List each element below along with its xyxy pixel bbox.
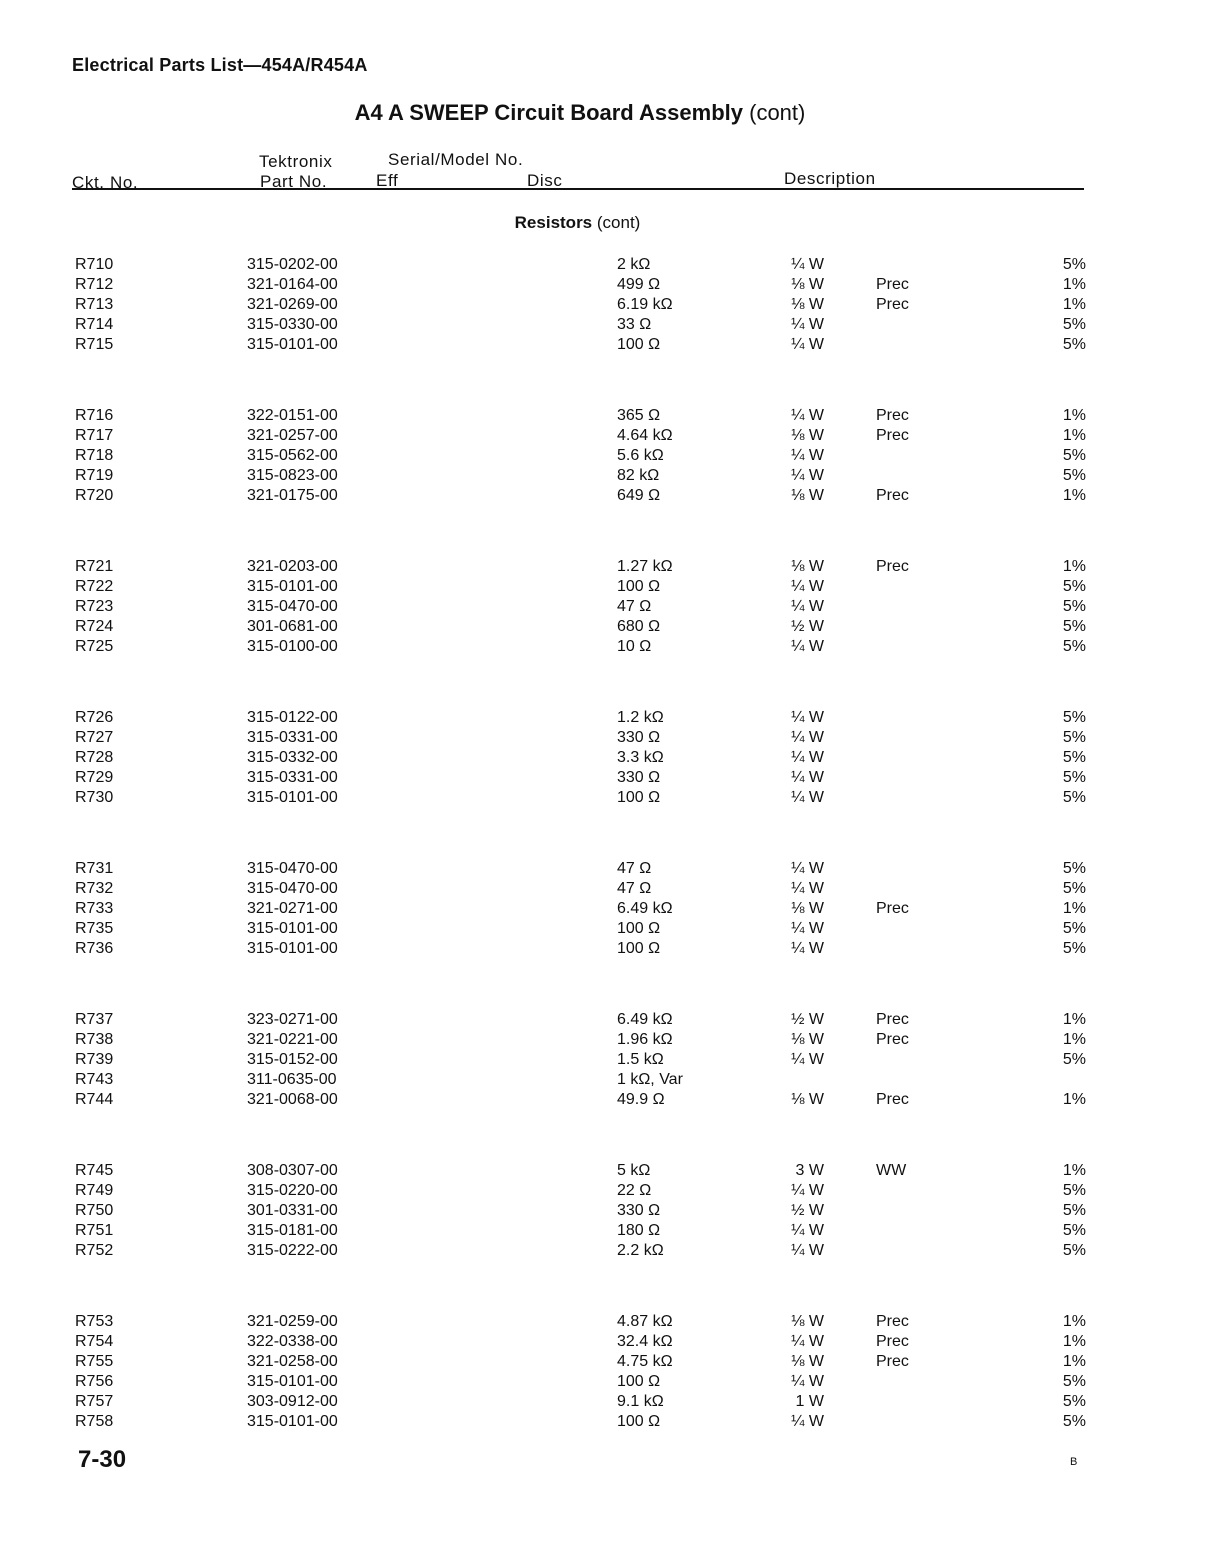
tolerance-cell: 1% xyxy=(1062,1162,1086,1179)
wattage-cell: ¼ W xyxy=(791,789,824,806)
part-no-cell: 315-0101-00 xyxy=(247,1373,338,1390)
wattage-cell: ⅛ W xyxy=(791,558,824,575)
table-row xyxy=(0,1162,1220,1182)
tolerance-cell: 5% xyxy=(1062,920,1086,937)
tolerance-cell: 5% xyxy=(1062,598,1086,615)
value-cell: 47 Ω xyxy=(617,880,652,897)
part-no-cell: 315-0101-00 xyxy=(247,940,338,957)
ckt-no-cell: R713 xyxy=(75,296,114,313)
wattage-cell: ¼ W xyxy=(791,1333,824,1350)
edition-mark: B xyxy=(1070,1456,1078,1468)
value-cell: 5.6 kΩ xyxy=(617,447,664,464)
wattage-cell: ¼ W xyxy=(791,467,824,484)
ckt-no-cell: R744 xyxy=(75,1091,114,1108)
value-cell: 499 Ω xyxy=(617,276,661,293)
ckt-no-cell: R729 xyxy=(75,769,114,786)
ckt-no-cell: R754 xyxy=(75,1333,114,1350)
value-cell: 2 kΩ xyxy=(617,256,651,273)
table-row xyxy=(0,880,1220,900)
ckt-no-cell: R730 xyxy=(75,789,114,806)
tolerance-cell: 1% xyxy=(1062,296,1086,313)
value-cell: 82 kΩ xyxy=(617,467,660,484)
tolerance-cell: 1% xyxy=(1062,427,1086,444)
value-cell: 100 Ω xyxy=(617,1413,661,1430)
value-cell: 330 Ω xyxy=(617,729,661,746)
tolerance-cell: 5% xyxy=(1062,729,1086,746)
section-title-main: A4 A SWEEP Circuit Board Assembly xyxy=(354,100,743,125)
type-cell: Prec xyxy=(876,1333,909,1350)
part-no-cell: 315-0222-00 xyxy=(247,1242,338,1259)
part-no-cell: 321-0269-00 xyxy=(247,296,338,313)
wattage-cell: 1 W xyxy=(795,1393,824,1410)
value-cell: 22 Ω xyxy=(617,1182,652,1199)
running-head: Electrical Parts List—454A/R454A xyxy=(72,55,368,75)
tolerance-cell: 5% xyxy=(1062,1242,1086,1259)
table-row xyxy=(0,1242,1220,1262)
wattage-cell: ¼ W xyxy=(791,1373,824,1390)
col-disc: Disc xyxy=(527,171,563,190)
tolerance-cell: 1% xyxy=(1062,1353,1086,1370)
tolerance-cell: 1% xyxy=(1062,407,1086,424)
wattage-cell: ¼ W xyxy=(791,1182,824,1199)
value-cell: 47 Ω xyxy=(617,598,652,615)
ckt-no-cell: R722 xyxy=(75,578,114,595)
value-cell: 4.75 kΩ xyxy=(617,1353,673,1370)
wattage-cell: ¼ W xyxy=(791,578,824,595)
value-cell: 10 Ω xyxy=(617,638,652,655)
wattage-cell: ½ W xyxy=(791,1011,824,1028)
ckt-no-cell: R728 xyxy=(75,749,114,766)
type-cell: Prec xyxy=(876,276,909,293)
value-cell: 5 kΩ xyxy=(617,1162,651,1179)
value-cell: 100 Ω xyxy=(617,789,661,806)
wattage-cell: ¼ W xyxy=(791,860,824,877)
tolerance-cell: 1% xyxy=(1062,1011,1086,1028)
tolerance-cell: 5% xyxy=(1062,467,1086,484)
table-row xyxy=(0,336,1220,356)
value-cell: 649 Ω xyxy=(617,487,661,504)
tolerance-cell: 5% xyxy=(1062,1413,1086,1430)
part-no-cell: 321-0221-00 xyxy=(247,1031,338,1048)
value-cell: 3.3 kΩ xyxy=(617,749,664,766)
part-no-cell: 321-0257-00 xyxy=(247,427,338,444)
tolerance-cell: 5% xyxy=(1062,1222,1086,1239)
value-cell: 49.9 Ω xyxy=(617,1091,665,1108)
tolerance-cell: 1% xyxy=(1062,487,1086,504)
table-row xyxy=(0,1353,1220,1373)
wattage-cell: ¼ W xyxy=(791,598,824,615)
wattage-cell: ⅛ W xyxy=(791,1313,824,1330)
part-no-cell: 315-0181-00 xyxy=(247,1222,338,1239)
value-cell: 1.96 kΩ xyxy=(617,1031,673,1048)
value-cell: 100 Ω xyxy=(617,578,661,595)
table-row xyxy=(0,296,1220,316)
part-no-cell: 321-0259-00 xyxy=(247,1313,338,1330)
wattage-cell: ⅛ W xyxy=(791,1353,824,1370)
value-cell: 1.5 kΩ xyxy=(617,1051,664,1068)
table-row xyxy=(0,487,1220,507)
table-row xyxy=(0,709,1220,729)
section-title-suffix: (cont) xyxy=(749,100,806,125)
wattage-cell: ¼ W xyxy=(791,749,824,766)
tolerance-cell: 5% xyxy=(1062,618,1086,635)
table-row xyxy=(0,1011,1220,1031)
wattage-cell: ½ W xyxy=(791,618,824,635)
table-row xyxy=(0,1393,1220,1413)
value-cell: 1.27 kΩ xyxy=(617,558,673,575)
value-cell: 680 Ω xyxy=(617,618,661,635)
parts-group xyxy=(0,1162,1220,1262)
table-row xyxy=(0,1071,1220,1091)
ckt-no-cell: R757 xyxy=(75,1393,114,1410)
table-row xyxy=(0,920,1220,940)
tolerance-cell: 1% xyxy=(1062,1031,1086,1048)
ckt-no-cell: R739 xyxy=(75,1051,114,1068)
table-row xyxy=(0,638,1220,658)
part-no-cell: 315-0101-00 xyxy=(247,1413,338,1430)
table-row xyxy=(0,467,1220,487)
ckt-no-cell: R726 xyxy=(75,709,114,726)
part-no-cell: 315-0823-00 xyxy=(247,467,338,484)
col-eff: Eff xyxy=(376,171,399,190)
part-no-cell: 322-0151-00 xyxy=(247,407,338,424)
tolerance-cell: 1% xyxy=(1062,558,1086,575)
part-no-cell: 321-0258-00 xyxy=(247,1353,338,1370)
wattage-cell: ¼ W xyxy=(791,1222,824,1239)
wattage-cell: ⅛ W xyxy=(791,1091,824,1108)
subheading-main: Resistors xyxy=(514,213,593,232)
ckt-no-cell: R714 xyxy=(75,316,114,333)
table-row xyxy=(0,789,1220,809)
table-row xyxy=(0,1202,1220,1222)
wattage-cell: ⅛ W xyxy=(791,487,824,504)
wattage-cell: ¼ W xyxy=(791,940,824,957)
ckt-no-cell: R735 xyxy=(75,920,114,937)
wattage-cell: ¼ W xyxy=(791,256,824,273)
part-no-cell: 315-0202-00 xyxy=(247,256,338,273)
wattage-cell: ¼ W xyxy=(791,316,824,333)
ckt-no-cell: R738 xyxy=(75,1031,114,1048)
subheading xyxy=(0,213,1155,233)
part-no-cell: 321-0271-00 xyxy=(247,900,338,917)
ckt-no-cell: R743 xyxy=(75,1071,114,1088)
ckt-no-cell: R736 xyxy=(75,940,114,957)
part-no-cell: 315-0332-00 xyxy=(247,749,338,766)
ckt-no-cell: R751 xyxy=(75,1222,114,1239)
value-cell: 33 Ω xyxy=(617,316,652,333)
value-cell: 47 Ω xyxy=(617,860,652,877)
type-cell: Prec xyxy=(876,407,909,424)
table-row xyxy=(0,447,1220,467)
ckt-no-cell: R719 xyxy=(75,467,114,484)
tolerance-cell: 5% xyxy=(1062,638,1086,655)
table-row xyxy=(0,618,1220,638)
part-no-cell: 315-0220-00 xyxy=(247,1182,338,1199)
part-no-cell: 315-0562-00 xyxy=(247,447,338,464)
table-row xyxy=(0,1031,1220,1051)
tolerance-cell: 5% xyxy=(1062,749,1086,766)
table-row xyxy=(0,1373,1220,1393)
part-no-cell: 315-0122-00 xyxy=(247,709,338,726)
type-cell: Prec xyxy=(876,900,909,917)
ckt-no-cell: R721 xyxy=(75,558,114,575)
parts-group xyxy=(0,558,1220,658)
part-no-cell: 321-0203-00 xyxy=(247,558,338,575)
type-cell: Prec xyxy=(876,1313,909,1330)
value-cell: 6.49 kΩ xyxy=(617,1011,673,1028)
table-row xyxy=(0,427,1220,447)
tolerance-cell: 5% xyxy=(1062,709,1086,726)
parts-group xyxy=(0,1313,1220,1433)
wattage-cell: ⅛ W xyxy=(791,1031,824,1048)
wattage-cell: ¼ W xyxy=(791,407,824,424)
part-no-cell: 315-0470-00 xyxy=(247,880,338,897)
tolerance-cell: 5% xyxy=(1062,1393,1086,1410)
ckt-no-cell: R727 xyxy=(75,729,114,746)
part-no-cell: 315-0152-00 xyxy=(247,1051,338,1068)
table-row xyxy=(0,407,1220,427)
ckt-no-cell: R756 xyxy=(75,1373,114,1390)
tolerance-cell: 5% xyxy=(1062,940,1086,957)
tolerance-cell: 5% xyxy=(1062,1051,1086,1068)
type-cell: Prec xyxy=(876,1091,909,1108)
value-cell: 4.87 kΩ xyxy=(617,1313,673,1330)
tolerance-cell: 5% xyxy=(1062,1373,1086,1390)
table-row xyxy=(0,1051,1220,1071)
wattage-cell: ¼ W xyxy=(791,920,824,937)
part-no-cell: 301-0331-00 xyxy=(247,1202,338,1219)
parts-group xyxy=(0,860,1220,960)
wattage-cell: ½ W xyxy=(791,1202,824,1219)
col-serial-model: Serial/Model No. xyxy=(388,150,524,169)
table-row xyxy=(0,729,1220,749)
wattage-cell: ¼ W xyxy=(791,729,824,746)
table-row xyxy=(0,769,1220,789)
table-row xyxy=(0,558,1220,578)
tolerance-cell: 5% xyxy=(1062,880,1086,897)
tolerance-cell: 5% xyxy=(1062,1182,1086,1199)
part-no-cell: 315-0331-00 xyxy=(247,729,338,746)
tolerance-cell: 1% xyxy=(1062,1313,1086,1330)
page-number: 7-30 xyxy=(78,1446,127,1473)
part-no-cell: 321-0175-00 xyxy=(247,487,338,504)
value-cell: 6.49 kΩ xyxy=(617,900,673,917)
tolerance-cell: 5% xyxy=(1062,256,1086,273)
table-row xyxy=(0,860,1220,880)
wattage-cell: ¼ W xyxy=(791,447,824,464)
table-row xyxy=(0,1182,1220,1202)
type-cell: WW xyxy=(876,1162,907,1179)
part-no-cell: 315-0330-00 xyxy=(247,316,338,333)
ckt-no-cell: R753 xyxy=(75,1313,114,1330)
tolerance-cell: 5% xyxy=(1062,578,1086,595)
ckt-no-cell: R758 xyxy=(75,1413,114,1430)
ckt-no-cell: R718 xyxy=(75,447,114,464)
value-cell: 1.2 kΩ xyxy=(617,709,664,726)
table-row xyxy=(0,1413,1220,1433)
wattage-cell: ⅛ W xyxy=(791,296,824,313)
wattage-cell: ¼ W xyxy=(791,1051,824,1068)
part-no-cell: 315-0331-00 xyxy=(247,769,338,786)
wattage-cell: ⅛ W xyxy=(791,900,824,917)
parts-table xyxy=(0,256,1220,1484)
tolerance-cell: 5% xyxy=(1062,447,1086,464)
ckt-no-cell: R715 xyxy=(75,336,114,353)
tolerance-cell: 1% xyxy=(1062,900,1086,917)
ckt-no-cell: R749 xyxy=(75,1182,114,1199)
col-part-no: Part No. xyxy=(260,172,328,191)
value-cell: 365 Ω xyxy=(617,407,661,424)
table-row xyxy=(0,256,1220,276)
ckt-no-cell: R755 xyxy=(75,1353,114,1370)
part-no-cell: 315-0470-00 xyxy=(247,598,338,615)
ckt-no-cell: R712 xyxy=(75,276,114,293)
value-cell: 330 Ω xyxy=(617,769,661,786)
col-description: Description xyxy=(784,169,876,188)
part-no-cell: 303-0912-00 xyxy=(247,1393,338,1410)
value-cell: 9.1 kΩ xyxy=(617,1393,664,1410)
table-row xyxy=(0,1222,1220,1242)
ckt-no-cell: R733 xyxy=(75,900,114,917)
parts-group xyxy=(0,407,1220,507)
tolerance-cell: 5% xyxy=(1062,860,1086,877)
type-cell: Prec xyxy=(876,487,909,504)
value-cell: 4.64 kΩ xyxy=(617,427,673,444)
wattage-cell: ¼ W xyxy=(791,1413,824,1430)
table-row xyxy=(0,578,1220,598)
table-row xyxy=(0,598,1220,618)
wattage-cell: ⅛ W xyxy=(791,276,824,293)
wattage-cell: ¼ W xyxy=(791,880,824,897)
type-cell: Prec xyxy=(876,1011,909,1028)
ckt-no-cell: R732 xyxy=(75,880,114,897)
value-cell: 100 Ω xyxy=(617,1373,661,1390)
part-no-cell: 321-0164-00 xyxy=(247,276,338,293)
part-no-cell: 315-0101-00 xyxy=(247,789,338,806)
table-row xyxy=(0,940,1220,960)
value-cell: 100 Ω xyxy=(617,940,661,957)
ckt-no-cell: R724 xyxy=(75,618,114,635)
wattage-cell: ¼ W xyxy=(791,709,824,726)
parts-group xyxy=(0,1011,1220,1111)
wattage-cell: 3 W xyxy=(795,1162,824,1179)
table-row xyxy=(0,749,1220,769)
table-row xyxy=(0,316,1220,336)
ckt-no-cell: R750 xyxy=(75,1202,114,1219)
table-row xyxy=(0,1333,1220,1353)
ckt-no-cell: R717 xyxy=(75,427,114,444)
wattage-cell: ¼ W xyxy=(791,638,824,655)
section-title xyxy=(0,100,1160,126)
value-cell: 6.19 kΩ xyxy=(617,296,673,313)
ckt-no-cell: R710 xyxy=(75,256,114,273)
value-cell: 32.4 kΩ xyxy=(617,1333,673,1350)
table-row xyxy=(0,276,1220,296)
value-cell: 1 kΩ, Var xyxy=(617,1071,683,1088)
ckt-no-cell: R737 xyxy=(75,1011,114,1028)
ckt-no-cell: R731 xyxy=(75,860,114,877)
wattage-cell: ¼ W xyxy=(791,1242,824,1259)
part-no-cell: 323-0271-00 xyxy=(247,1011,338,1028)
value-cell: 2.2 kΩ xyxy=(617,1242,664,1259)
part-no-cell: 308-0307-00 xyxy=(247,1162,338,1179)
part-no-cell: 315-0470-00 xyxy=(247,860,338,877)
wattage-cell: ¼ W xyxy=(791,769,824,786)
value-cell: 330 Ω xyxy=(617,1202,661,1219)
tolerance-cell: 1% xyxy=(1062,1091,1086,1108)
ckt-no-cell: R745 xyxy=(75,1162,114,1179)
tolerance-cell: 1% xyxy=(1062,1333,1086,1350)
col-tektronix: Tektronix xyxy=(259,152,333,171)
part-no-cell: 301-0681-00 xyxy=(247,618,338,635)
value-cell: 100 Ω xyxy=(617,920,661,937)
part-no-cell: 311-0635-00 xyxy=(247,1071,337,1088)
parts-group xyxy=(0,256,1220,356)
tolerance-cell: 5% xyxy=(1062,769,1086,786)
tolerance-cell: 5% xyxy=(1062,336,1086,353)
part-no-cell: 315-0101-00 xyxy=(247,578,338,595)
ckt-no-cell: R716 xyxy=(75,407,114,424)
ckt-no-cell: R720 xyxy=(75,487,114,504)
type-cell: Prec xyxy=(876,1031,909,1048)
type-cell: Prec xyxy=(876,1353,909,1370)
wattage-cell: ¼ W xyxy=(791,336,824,353)
subheading-suffix: (cont) xyxy=(596,213,641,232)
type-cell: Prec xyxy=(876,296,909,313)
ckt-no-cell: R725 xyxy=(75,638,114,655)
header-rule xyxy=(72,188,1084,190)
ckt-no-cell: R723 xyxy=(75,598,114,615)
table-row xyxy=(0,1313,1220,1333)
part-no-cell: 315-0101-00 xyxy=(247,920,338,937)
type-cell: Prec xyxy=(876,427,909,444)
tolerance-cell: 1% xyxy=(1062,276,1086,293)
value-cell: 180 Ω xyxy=(617,1222,661,1239)
type-cell: Prec xyxy=(876,558,909,575)
value-cell: 100 Ω xyxy=(617,336,661,353)
table-row xyxy=(0,900,1220,920)
part-no-cell: 315-0101-00 xyxy=(247,336,338,353)
tolerance-cell: 5% xyxy=(1062,1202,1086,1219)
ckt-no-cell: R752 xyxy=(75,1242,114,1259)
parts-group xyxy=(0,709,1220,809)
part-no-cell: 315-0100-00 xyxy=(247,638,338,655)
col-ckt-no: Ckt. No. xyxy=(72,173,139,192)
wattage-cell: ⅛ W xyxy=(791,427,824,444)
tolerance-cell: 5% xyxy=(1062,316,1086,333)
table-row xyxy=(0,1091,1220,1111)
tolerance-cell: 5% xyxy=(1062,789,1086,806)
part-no-cell: 322-0338-00 xyxy=(247,1333,338,1350)
part-no-cell: 321-0068-00 xyxy=(247,1091,338,1108)
